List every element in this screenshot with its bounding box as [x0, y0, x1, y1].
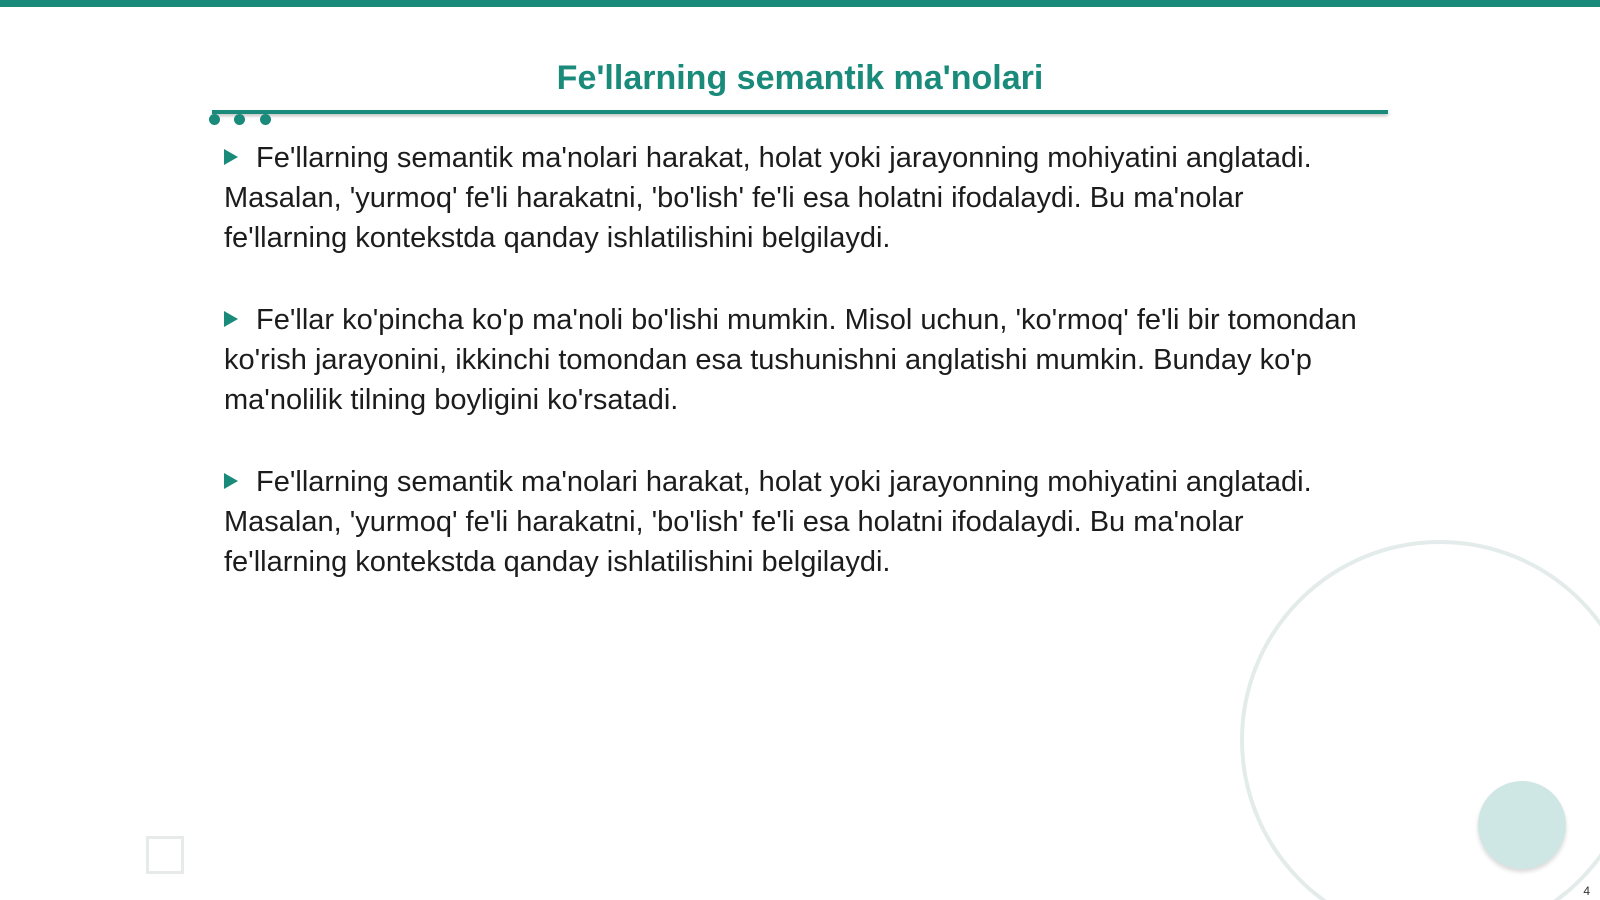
bullet-text: Fe'llar ko'pincha ko'p ma'noli bo'lishi mumkin. Misol uchun, 'ko'rmoq' fe'li bir tomondan ko'rish jarayonini, ikkinchi tomondan esa tushunishni anglatishi mumkin. Bunday ko'p ma'nolilik tilning boyligini ko'rsatadi. [224, 304, 1357, 416]
page-number: 4 [1583, 884, 1590, 898]
triangle-right-icon [224, 149, 238, 165]
decorative-dot [260, 114, 271, 125]
decorative-square-outline [146, 836, 184, 874]
triangle-right-icon [224, 473, 238, 489]
decorative-dot [209, 114, 220, 125]
bullet-item [224, 300, 1374, 420]
decorative-dot [234, 114, 245, 125]
bullet-item [224, 462, 1374, 582]
title-underline [212, 110, 1388, 114]
bullet-list [224, 138, 1374, 624]
triangle-right-icon [224, 311, 238, 327]
bullet-item [224, 138, 1374, 258]
slide-title: Fe'llarning semantik ma'nolari [556, 59, 1044, 97]
bullet-text: Fe'llarning semantik ma'nolari harakat, holat yoki jarayonning mohiyatini anglatadi. Masalan, 'yurmoq' fe'li harakatni, 'bo'lish' fe'li esa holatni ifodalaydi. Bu ma'nolar fe'llarning kontekstda qanday ishlatilishini belgilaydi. [224, 142, 1312, 254]
top-accent-bar [0, 0, 1600, 7]
decorative-circle-filled [1478, 781, 1566, 869]
bullet-text: Fe'llarning semantik ma'nolari harakat, holat yoki jarayonning mohiyatini anglatadi. Masalan, 'yurmoq' fe'li harakatni, 'bo'lish' fe'li esa holatni ifodalaydi. Bu ma'nolar fe'llarning kontekstda qanday ishlatilishini belgilaydi. [224, 466, 1312, 578]
